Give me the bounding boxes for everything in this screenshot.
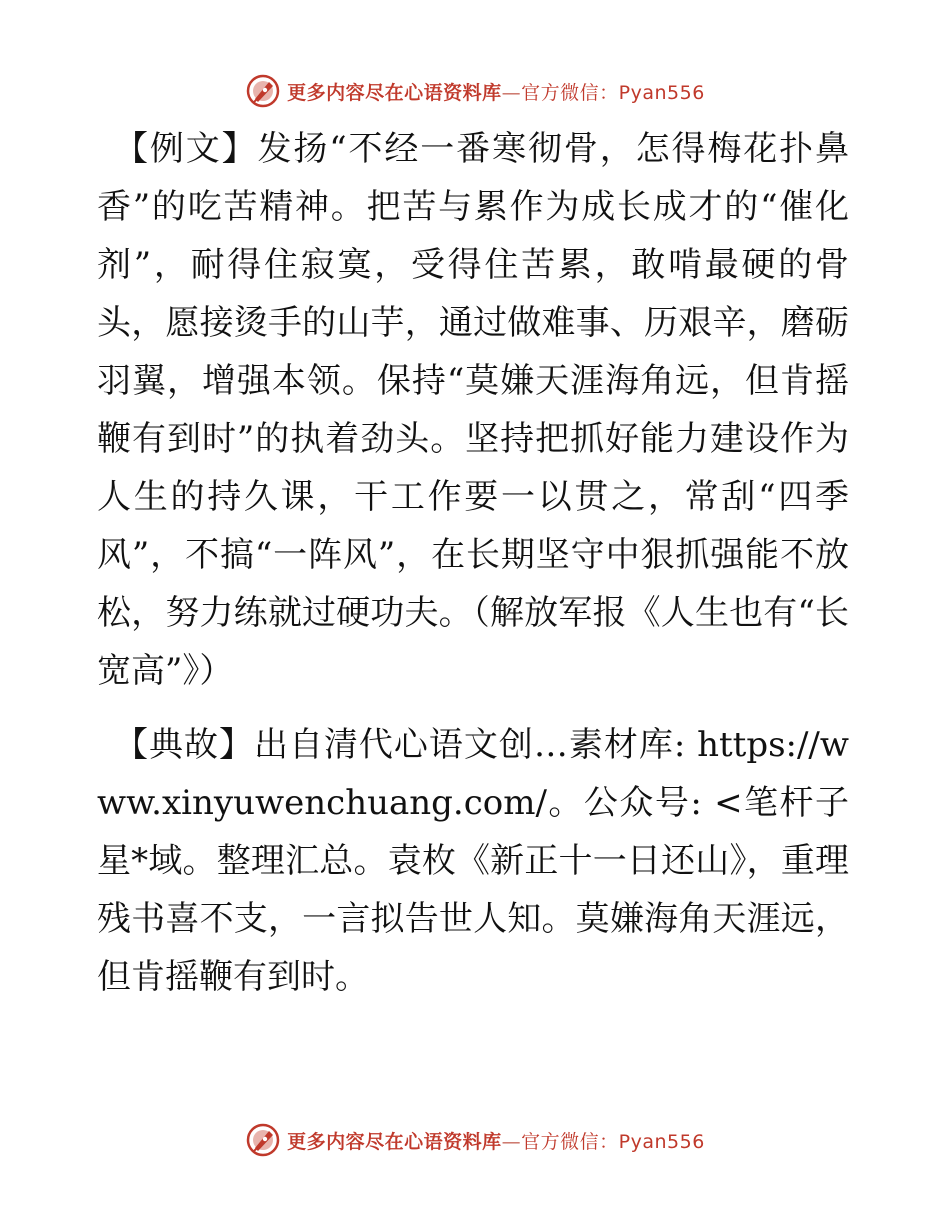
header-banner-inner [245,73,705,109]
allusion-paragraph: 【典故】出自清代心语文创…素材库: https://www.xinyuwenchuang.com/。公众号: <笔杆子星*域。整理汇总。袁枚《新正十一日还山》，重理残书喜不支，一言拟告世人知。莫嫌海角天涯远，但肯摇鞭有到时。 [97,725,849,997]
header-banner [0,71,950,111]
header-banner-text [287,78,705,105]
footer-banner-inner [245,1122,705,1158]
footer-banner-text [287,1127,705,1154]
example-paragraph: 【例文】发扬“不经一番寒彻骨，怎得梅花扑鼻香”的吃苦精神。把苦与累作为成长成才的“催化剂”，耐得住寂寞，受得住苦累，敢啃最硬的骨头，愿接烫手的山芋，通过做难事、历艰辛，磨砺羽翼，增强本领。保持“莫嫌天涯海角远，但肯摇鞭有到时”的执着劲头。坚持把抓好能力建设作为人生的持久课，干工作要一以贯之，常刮“四季风”，不搞“一阵风”，在长期坚守中狠抓强能不放松，努力练就过硬功夫。（解放军报《人生也有“长宽高”》） [97,129,849,691]
document-body [97,120,849,1006]
banner-dash: — [501,1130,522,1153]
banner-wechat-text: 官方微信：Pyan556 [521,1130,705,1153]
banner-dash: — [501,81,522,104]
banner-main-text: 更多内容尽在心语资料库 [287,81,502,104]
pen-nib-circle-icon [245,73,281,109]
pen-nib-circle-icon [245,1122,281,1158]
banner-main-text: 更多内容尽在心语资料库 [287,1130,502,1153]
footer-banner [0,1120,950,1160]
banner-wechat-text: 官方微信：Pyan556 [521,81,705,104]
